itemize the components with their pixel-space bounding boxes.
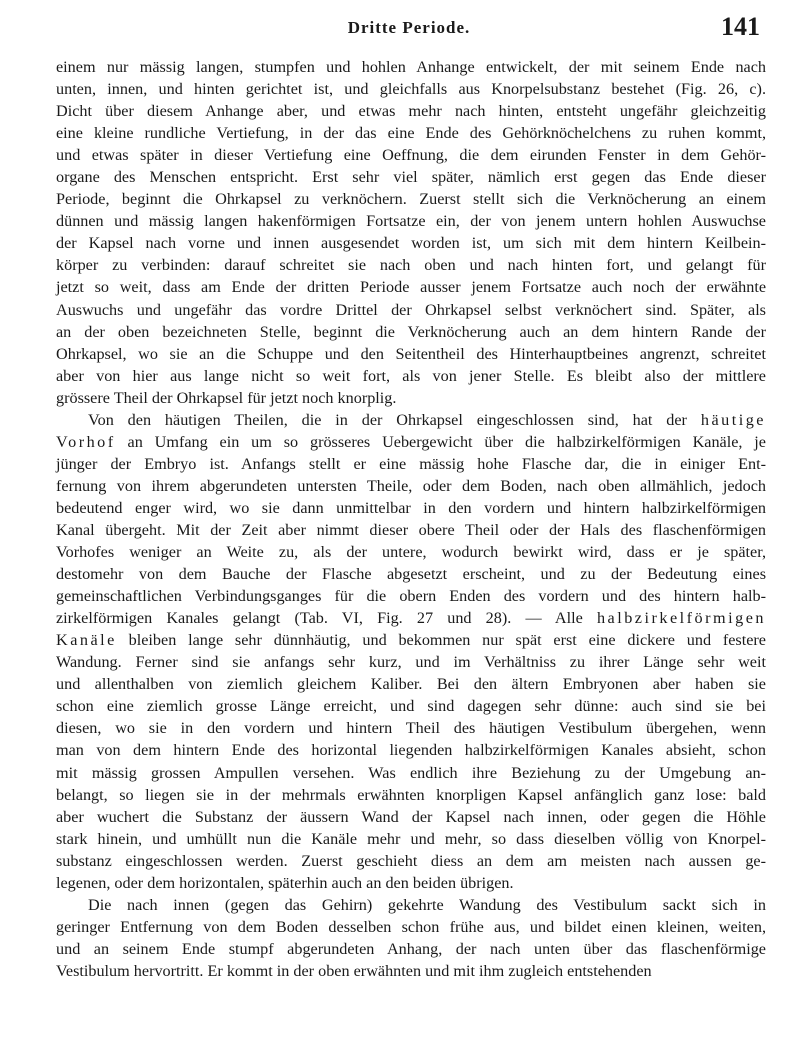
- text-line: und allenthalben von ziemlich gleichem Kaliber. Bei den ältern Embryonen aber haben sie: [56, 675, 766, 694]
- text-line: diesen, wo sie in den vordern und hintern Theil des häutigen Vestibulum übergehen, wenn: [56, 719, 766, 738]
- text-line: körper zu verbinden: darauf schreitet sie nach oben und nach hinten fort, und gelangt für: [56, 256, 766, 275]
- text-line: Dicht über diesem Anhange aber, und etwas mehr nach hinten, entsteht ungefähr gleichzeitig: [56, 102, 766, 121]
- text-segment: bleiben lange sehr dünnhäutig, und bekommen nur spät erst eine dickere und festere: [116, 631, 766, 650]
- text-line: der Kapsel nach vorne und innen ausgesendet worden ist, um sich mit dem hintern Keilbein-: [56, 234, 766, 253]
- text-line: schon eine ziemlich grosse Länge erreicht, und sind dagegen sehr dünne: auch sind sie bei: [56, 697, 766, 716]
- text-line: dünnen und mässig langen hakenförmigen Fortsatze ein, der von jenem untern hohlen Auswuchse: [56, 212, 766, 231]
- text-line: Auswuchs und ungefähr das vordre Drittel der Ohrkapsel selbst verknöchert sind. Später, als: [56, 300, 766, 319]
- emphasized-term: Kanäle: [56, 631, 117, 650]
- text-line: an der oben bezeichneten Stelle, beginnt die Verknöcherung auch an dem hintern Rande der: [56, 322, 766, 341]
- text-line: Wandung. Ferner sind sie anfangs sehr kurz, und im Verhältniss zu ihrer Länge sehr weit: [56, 653, 766, 672]
- running-title: Dritte Periode.: [347, 18, 471, 37]
- text-line: Vestibulum hervortritt. Er kommt in der oben erwähnten und mit ihm zugleich entstehenden: [56, 961, 652, 980]
- text-line: Die nach innen (gegen das Gehirn) gekehrte Wandung des Vestibulum sackt sich in: [88, 895, 766, 914]
- text-line: grössere Theil der Ohrkapsel für jetzt noch knorplig.: [56, 388, 397, 407]
- text-line: organe des Menschen entspricht. Erst sehr viel später, nämlich erst gegen das Ende dieser: [56, 168, 766, 187]
- text-line: Ohrkapsel, wo sie an die Schuppe und den Seitentheil des Hinterhauptbeines angrenzt, schreitet: [56, 344, 766, 363]
- paragraph: [56, 409, 766, 894]
- text-line: fernung von ihrem abgerundeten untersten Theile, oder dem Boden, nach oben allmählich, jedoch: [56, 476, 766, 495]
- page-header: [56, 12, 762, 46]
- text-line: jünger der Embryo ist. Anfangs stellt er eine mässig hohe Flasche dar, die in einiger Ent-: [56, 454, 766, 473]
- text-line: belangt, so liegen sie in der mehrmals erwähnten knorpligen Kapsel anfänglich ganz lose: bald: [56, 785, 766, 804]
- text-line: destomehr von dem Bauche der Flasche abgesetzt erscheint, und zu der Bedeutung eines: [56, 565, 766, 584]
- text-line: Vorhofes weniger an Weite zu, als der untere, wodurch bewirkt wird, dass er je später,: [56, 543, 766, 562]
- text-line: und etwas später in dieser Vertiefung eine Oeffnung, die dem eirunden Fenster in dem Gehör-: [56, 146, 766, 165]
- emphasized-term: halbzirkelförmigen: [596, 609, 766, 628]
- text-line: Kanal übergeht. Mit der Zeit aber nimmt dieser obere Theil oder der Hals des flaschenförmigen: [56, 520, 766, 539]
- text-line: substanz eingeschlossen werden. Zuerst geschieht diess an dem am meisten nach aussen ge-: [56, 851, 766, 870]
- text-line: mit mässig grossen Ampullen versehen. Was endlich ihre Beziehung zu der Umgebung an-: [56, 763, 766, 782]
- text-line: [56, 409, 766, 431]
- paragraph: [56, 894, 766, 982]
- text-line: jetzt so weit, dass am Ende der dritten Periode ausser jenem Fortsatze auch noch der erwähnte: [56, 278, 766, 297]
- text-line: stark hinein, und umhüllt nun die Kanäle mehr und mehr, so dass dieselben völlig von Knorpel-: [56, 829, 766, 848]
- text-segment: zirkelförmigen Kanales gelangt (Tab. VI, Fig. 27 und 28). — Alle: [56, 609, 597, 628]
- text-line: [56, 629, 766, 651]
- text-line: Periode, beginnt die Ohrkapsel zu verknöchern. Zuerst stellt sich die Verknöcherung an einem: [56, 190, 766, 209]
- text-line: [56, 607, 766, 629]
- emphasized-term: häutige: [700, 410, 766, 429]
- page-number: 141: [721, 12, 760, 41]
- text-line: [56, 431, 766, 453]
- paragraph: [56, 56, 766, 409]
- text-segment: an Umfang ein um so grösseres Uebergewicht über die halbzirkelförmigen Kanäle, je: [115, 432, 766, 451]
- text-line: gemeinschaftlichen Verbindungsganges für die obern Enden des vordern und des hintern halb-: [56, 587, 766, 606]
- text-line: einem nur mässig langen, stumpfen und hohlen Anhange entwickelt, der mit seinem Ende nach: [56, 58, 766, 76]
- text-line: man von dem hintern Ende des horizontal liegenden halbzirkelförmigen Kanales absieht, schon: [56, 741, 766, 760]
- text-line: geringer Entfernung von dem Boden desselben schon frühe aus, und bildet einen kleinen, weiten,: [56, 917, 766, 936]
- text-line: und an seinem Ende stumpf abgerundeten Anhang, der nach unten über das flaschenförmige: [56, 939, 766, 958]
- text-line: unten, innen, und hinten gerichtet ist, und gleichfalls aus Knorpelsubstanz bestehet (Fig. 26, c).: [56, 80, 766, 99]
- text-line: legenen, oder dem horizontalen, späterhin auch an den beiden übrigen.: [56, 873, 514, 892]
- body-text: [56, 56, 766, 982]
- text-line: aber von hier aus lange nicht so weit fort, als von jener Stelle. Es bleibt also der mittlere: [56, 366, 766, 385]
- text-line: bedeutend enger wird, wo sie dann unmittelbar in den vordern und hintern halbzirkelförmigen: [56, 498, 766, 517]
- emphasized-term: Vorhof: [56, 432, 116, 451]
- text-segment: Von den häutigen Theilen, die in der Ohrkapsel eingeschlossen sind, hat der: [88, 410, 701, 429]
- text-line: eine kleine rundliche Vertiefung, in der das eine Ende des Gehörknöchelchens zu ruhen kommt,: [56, 124, 766, 143]
- text-line: aber wuchert die Substanz der äussern Wand der Kapsel nach innen, oder gegen die Höhle: [56, 807, 766, 826]
